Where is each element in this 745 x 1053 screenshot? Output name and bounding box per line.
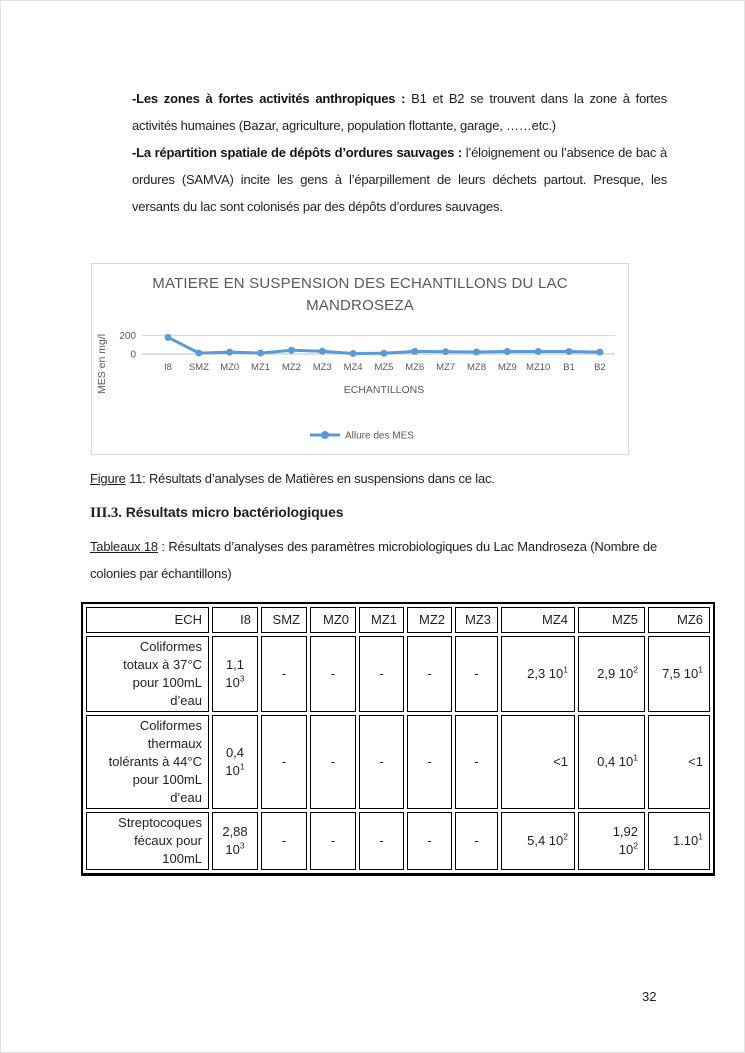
data-cell: 1,92 $10^2$	[578, 812, 645, 870]
x-tick-label: SMZ	[188, 362, 209, 373]
x-tick-label: B2	[594, 362, 606, 373]
y-tick-label: 200	[119, 331, 136, 342]
data-cell: 2,88 $10^3$	[212, 812, 258, 870]
header-cell-ech: ECH	[86, 607, 209, 633]
data-point-marker	[165, 334, 172, 341]
data-point-marker	[504, 348, 511, 355]
figure-caption-text: 11: Résultats d’analyses de Matières en suspensions dans ce lac.	[125, 471, 495, 486]
paragraph-text: l’éloignement ou l’absence de bac à ordures (SAMVA) incite les gens à l’éparpillement de leurs déchets partout. Presque, les versants du lac sont colonisés par des dépôts d’ordures sauvages.	[132, 145, 667, 214]
data-cell: 7,5 $10^1$	[648, 636, 710, 712]
data-point-marker	[566, 348, 573, 355]
table-header-row	[86, 607, 710, 633]
table-caption-text: : Résultats d’analyses des paramètres microbiologiques du Lac Mandroseza (Nombre de colonies par échantillons)	[90, 539, 657, 581]
y-axis-title: MES en mg/l	[96, 333, 108, 395]
chart-title-line: MANDROSEZA	[306, 297, 414, 314]
header-cell-sample: MZ2	[407, 607, 452, 633]
chart-title-line: MATIERE EN SUSPENSION DES ECHANTILLONS DU LAC	[152, 275, 568, 292]
figure-caption	[90, 471, 657, 486]
row-label-cell: Streptocoques fécaux pour 100mL	[86, 812, 209, 870]
x-tick-label: MZ2	[281, 362, 301, 373]
data-cell: -	[261, 636, 307, 712]
data-cell: 0,4 $10^1$	[578, 715, 645, 809]
data-point-marker	[380, 350, 387, 357]
section-number: III.3.	[90, 505, 122, 521]
x-tick-label: MZ1	[251, 362, 271, 373]
x-tick-label: MZ8	[467, 362, 486, 373]
figure-caption-label: Figure	[90, 471, 126, 486]
intro-paragraphs	[132, 85, 667, 220]
x-axis-title: ECHANTILLONS	[343, 384, 425, 396]
data-cell: -	[455, 715, 498, 809]
data-point-marker	[257, 350, 264, 357]
data-point-marker	[350, 350, 357, 357]
legend-label: Allure des MES	[345, 430, 414, 442]
data-cell: <1	[501, 715, 575, 809]
legend-marker	[321, 431, 329, 439]
table-caption	[90, 533, 657, 587]
data-cell: 2,9 $10^2$	[578, 636, 645, 712]
data-cell: -	[310, 812, 356, 870]
data-point-marker	[473, 348, 480, 355]
data-point-marker	[411, 348, 418, 355]
header-cell-sample: MZ3	[455, 607, 498, 633]
data-cell: -	[407, 715, 452, 809]
y-tick-label: 0	[130, 349, 136, 361]
table-row	[86, 636, 710, 712]
table-row	[86, 812, 710, 870]
data-cell: -	[359, 636, 404, 712]
row-label-cell: Coliformes totaux à 37°C pour 100mL d’eau	[86, 636, 209, 712]
data-cell: -	[359, 715, 404, 809]
data-point-marker	[195, 350, 202, 357]
data-point-marker	[442, 348, 449, 355]
x-tick-label: MZ7	[436, 362, 456, 373]
paragraph-waste-distribution	[132, 139, 667, 220]
paragraph-anthropic-zones	[132, 85, 667, 139]
x-tick-label: MZ10	[526, 362, 551, 373]
data-cell: 1.10$^1$	[648, 812, 710, 870]
x-tick-label: MZ9	[497, 362, 517, 373]
data-cell: -	[310, 636, 356, 712]
header-cell-sample: MZ0	[310, 607, 356, 633]
table-row	[86, 715, 710, 809]
table-caption-label: Tableaux 18	[90, 539, 158, 554]
header-cell-sample: I8	[212, 607, 258, 633]
section-title: Résultats micro bactériologiques	[121, 504, 344, 520]
data-point-marker	[288, 347, 295, 354]
data-point-marker	[319, 348, 326, 355]
x-tick-label: MZ4	[343, 362, 363, 373]
row-label-cell: Coliformes thermaux tolérants à 44°C pour 100mL d’eau	[86, 715, 209, 809]
microbiology-results-table	[81, 602, 715, 876]
data-cell: 2,3 $10^1$	[501, 636, 575, 712]
data-point-marker	[535, 348, 542, 355]
data-cell: -	[310, 715, 356, 809]
data-point-marker	[596, 349, 603, 356]
header-cell-sample: MZ6	[648, 607, 710, 633]
page-number: 32	[642, 989, 657, 1004]
data-cell: -	[261, 715, 307, 809]
x-tick-label: MZ3	[312, 362, 332, 373]
chart-plot-area	[92, 264, 628, 454]
paragraph-text: B1 et B2 se trouvent dans la zone à fortes activités humaines (Bazar, agriculture, population flottante, garage, ……etc.)	[132, 91, 667, 133]
header-cell-sample: MZ5	[578, 607, 645, 633]
x-tick-label: B1	[563, 362, 575, 373]
data-cell: -	[455, 636, 498, 712]
paragraph-lead-bold: -Les zones à fortes activités anthropiques :	[132, 91, 406, 106]
x-tick-label: MZ6	[405, 362, 425, 373]
mes-line-chart	[91, 263, 629, 455]
header-cell-sample: MZ4	[501, 607, 575, 633]
data-cell: 1,1 $10^3$	[212, 636, 258, 712]
data-cell: 0,4 $10^1$	[212, 715, 258, 809]
x-tick-label: MZ5	[374, 362, 394, 373]
header-cell-sample: MZ1	[359, 607, 404, 633]
x-tick-label: MZ0	[220, 362, 240, 373]
section-heading	[90, 504, 657, 522]
data-cell: -	[407, 636, 452, 712]
data-cell: -	[261, 812, 307, 870]
data-cell: -	[407, 812, 452, 870]
paragraph-lead-bold: -La répartition spatiale de dépôts d’ordures sauvages :	[132, 145, 462, 160]
data-cell: -	[359, 812, 404, 870]
data-cell: -	[455, 812, 498, 870]
data-point-marker	[226, 349, 233, 356]
header-cell-sample: SMZ	[261, 607, 307, 633]
data-cell: <1	[648, 715, 710, 809]
data-cell: 5,4 $10^2$	[501, 812, 575, 870]
x-tick-label: I8	[164, 362, 172, 373]
